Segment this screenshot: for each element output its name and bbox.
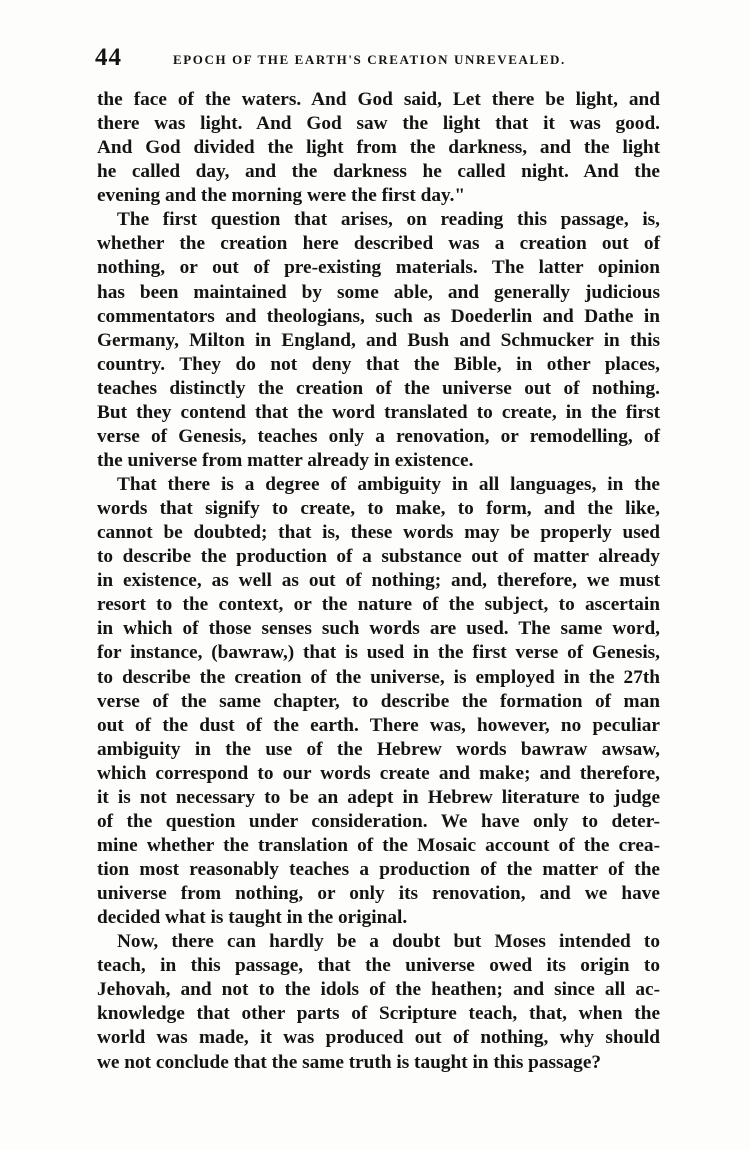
text-line: knowledge that other parts of Scripture teach, that, when the (97, 1003, 660, 1025)
text-line: the universe from matter already in existence. (97, 449, 474, 471)
paragraph (97, 473, 660, 930)
text-line: of the question under consideration. We have only to deter- (97, 810, 660, 832)
text-line: Germany, Milton in England, and Bush and Schmucker in this (97, 329, 660, 351)
text-line: out of the dust of the earth. There was, however, no peculiar (97, 714, 660, 736)
paragraph (97, 208, 660, 473)
text-line: it is not necessary to be an adept in Hebrew literature to judge (97, 786, 660, 808)
text-line: Now, there can hardly be a doubt but Moses intended to (117, 931, 660, 953)
text-line: for instance, (bawraw,) that is used in the first verse of Genesis, (97, 642, 660, 664)
text-line: country. They do not deny that the Bible, in other places, (97, 353, 660, 375)
text-line: commentators and theologians, such as Doederlin and Dathe in (97, 305, 660, 327)
text-line: we not conclude that the same truth is taught in this passage? (97, 1051, 602, 1073)
text-line: mine whether the translation of the Mosaic account of the crea- (97, 834, 660, 856)
text-line: resort to the context, or the nature of the subject, to ascertain (97, 594, 660, 616)
text-line: he called day, and the darkness he called night. And the (97, 161, 660, 183)
text-line: cannot be doubted; that is, these words may be properly used (97, 522, 660, 544)
text-line: But they contend that the word translated to create, in the first (97, 401, 660, 423)
running-title: EPOCH OF THE EARTH'S CREATION UNREVEALED. (173, 52, 566, 67)
body-text (97, 88, 660, 1075)
text-line: in existence, as well as out of nothing; and, therefore, we must (97, 570, 660, 592)
page-number: 44 (95, 44, 122, 71)
text-line: And God divided the light from the darkness, and the light (97, 137, 660, 159)
text-line: whether the creation here described was a creation out of (97, 233, 660, 255)
text-line: teach, in this passage, that the universe owed its origin to (97, 955, 660, 977)
paragraph (97, 88, 660, 208)
text-line: Jehovah, and not to the idols of the heathen; and since all ac- (97, 979, 660, 1001)
text-line: to describe the creation of the universe, is employed in the 27th (97, 666, 660, 688)
text-line: in which of those senses such words are used. The same word, (97, 618, 660, 640)
text-line: has been maintained by some able, and generally judicious (97, 281, 660, 303)
text-line: which correspond to our words create and make; and therefore, (97, 762, 660, 784)
paragraph (97, 930, 660, 1074)
text-line: nothing, or out of pre-existing materials. The latter opinion (97, 257, 660, 279)
text-line: That there is a degree of ambiguity in all languages, in the (117, 474, 660, 495)
text-line: verse of Genesis, teaches only a renovation, or remodelling, of (97, 425, 660, 447)
text-line: to describe the production of a substance out of matter already (97, 546, 660, 568)
text-line: decided what is taught in the original. (97, 907, 408, 929)
text-line: world was made, it was produced out of nothing, why should (97, 1027, 660, 1049)
text-line: the face of the waters. And God said, Let there be light, and (97, 89, 660, 110)
text-line: The first question that arises, on reading this passage, is, (117, 209, 660, 231)
text-line: teaches distinctly the creation of the universe out of nothing. (97, 377, 660, 399)
text-line: evening and the morning were the first day." (97, 185, 466, 207)
text-line: words that signify to create, to make, to form, and the like, (97, 498, 660, 520)
text-line: tion most reasonably teaches a production of the matter of the (97, 859, 660, 880)
text-line: there was light. And God saw the light that it was good. (97, 113, 660, 135)
text-line: universe from nothing, or only its renovation, and we have (97, 883, 660, 905)
text-line: ambiguity in the use of the Hebrew words bawraw awsaw, (97, 738, 660, 760)
text-line: verse of the same chapter, to describe the formation of man (97, 690, 660, 712)
page-header (95, 44, 655, 76)
